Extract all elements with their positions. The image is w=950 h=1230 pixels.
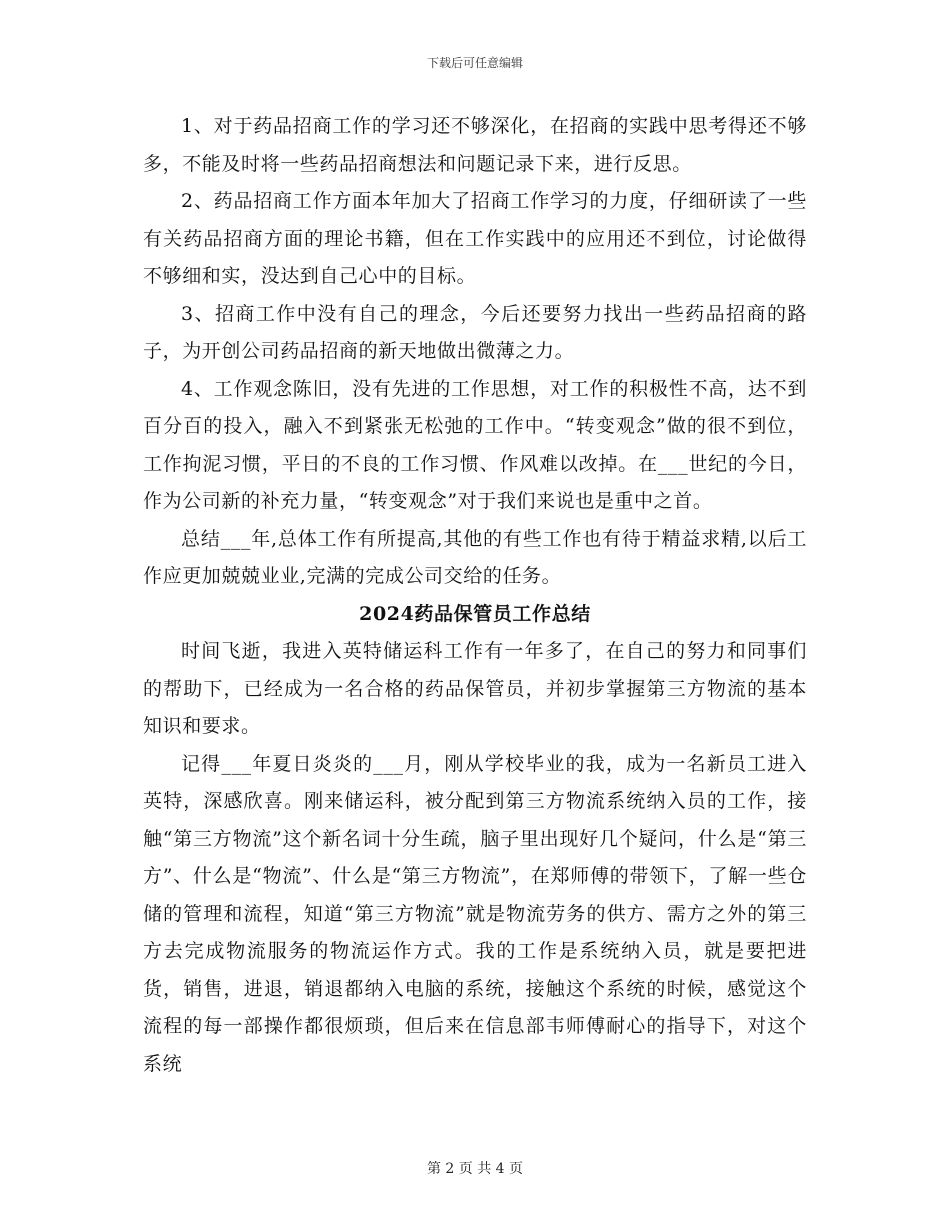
paragraph-item-4: 4、工作观念陈旧，没有先进的工作思想，对工作的积极性不高，达不到百分百的投入，融入不到紧张无松弛的工作中。“转变观念”做的很不到位，工作拘泥习惯，平日的不良的工作习惯、作风难以改掉。在___世纪的今日，作为公司新的补充力量，“转变观念”对于我们来说也是重中之首。 xyxy=(143,377,807,512)
page-header-note: 下载后可任意编辑 xyxy=(426,56,523,70)
paragraph-item-2: 2、药品招商工作方面本年加大了招商工作学习的力度，仔细研读了一些有关药品招商方面的理论书籍，但在工作实践中的应用还不到位，讨论做得不够细和实，没达到自己心中的目标。 xyxy=(143,190,807,287)
section-title: 2024药品保管员工作总结 xyxy=(359,602,591,625)
document-body xyxy=(143,108,807,1083)
page-number: 第 2 页 共 4 页 xyxy=(426,1161,524,1177)
paragraph-item-3: 3、招商工作中没有自己的理念，今后还要努力找出一些药品招商的路子，为开创公司药品招商的新天地做出微薄之力。 xyxy=(143,302,807,362)
paragraph-memory: 记得___年夏日炎炎的___月，刚从学校毕业的我，成为一名新员工进入英特，深感欣喜。刚来储运科，被分配到第三方物流系统纳入员的工作，接触“第三方物流”这个新名词十分生疏，脑子里出现好几个疑问，什么是“第三方”、什么是“物流”、什么是“第三方物流”，在郑师傅的带领下，了解一些仓储的管理和流程，知道“第三方物流”就是物流劳务的供方、需方之外的第三方去完成物流服务的物流运作方式。我的工作是系统纳入员，就是要把进货，销售，进退，销退都纳入电脑的系统，接触这个系统的时候，感觉这个流程的每一部操作都很烦琐，但后来在信息部韦师傅耐心的指导下，对这个系统 xyxy=(143,752,807,1075)
paragraph-intro: 时间飞逝，我进入英特储运科工作有一年多了，在自己的努力和同事们的帮助下，已经成为一名合格的药品保管员，并初步掌握第三方物流的基本知识和要求。 xyxy=(143,640,807,737)
paragraph-item-1: 1、对于药品招商工作的学习还不够深化，在招商的实践中思考得还不够多，不能及时将一些药品招商想法和问题记录下来，进行反思。 xyxy=(143,115,807,175)
paragraph-summary: 总结___年,总体工作有所提高,其他的有些工作也有待于精益求精,以后工作应更加兢兢业业,完满的完成公司交给的任务。 xyxy=(143,527,807,587)
